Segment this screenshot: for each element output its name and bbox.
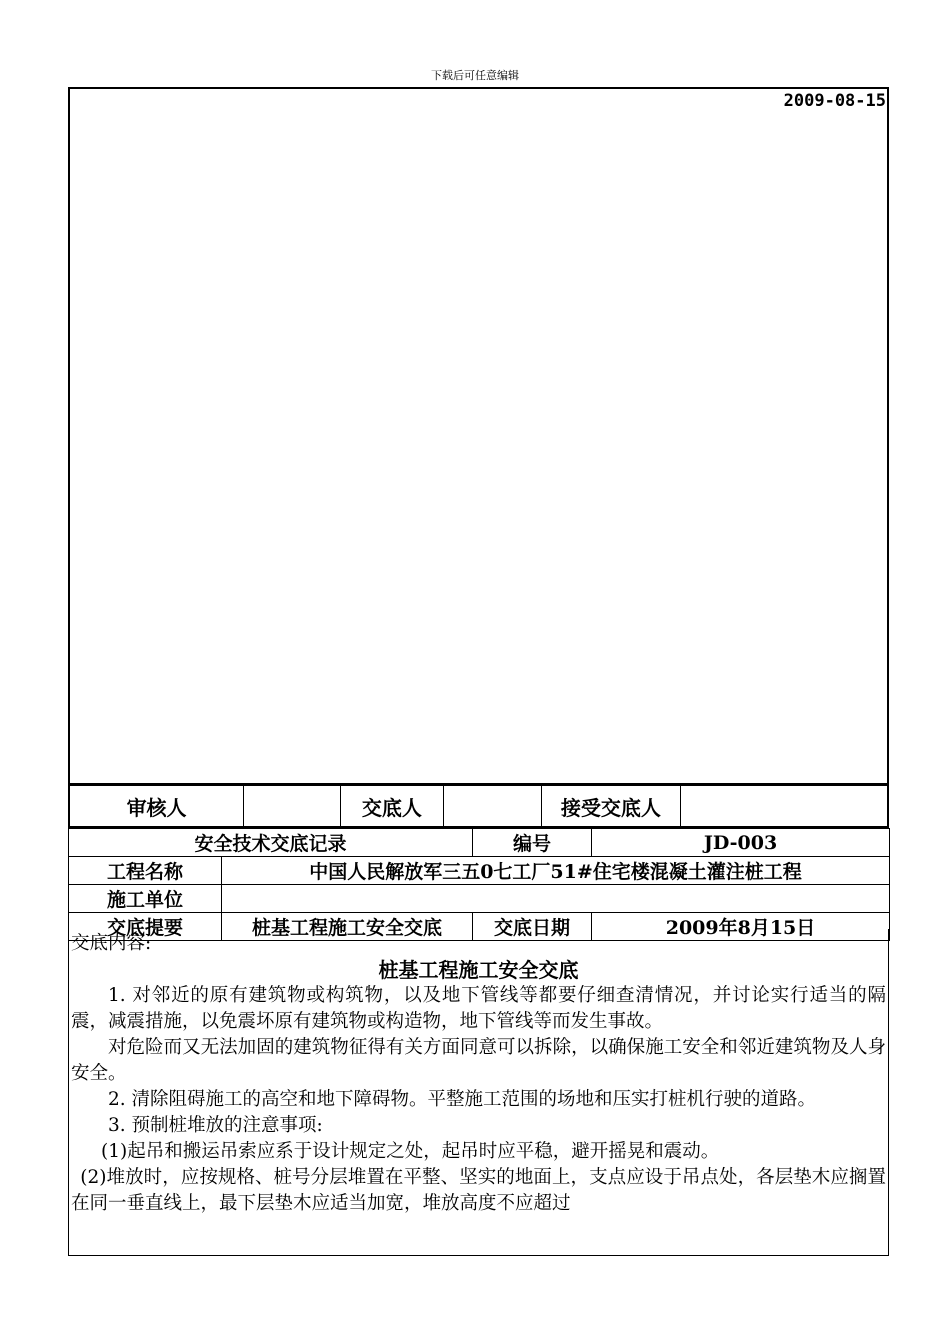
- date-label: 交底日期: [473, 913, 592, 941]
- record-table: [68, 828, 890, 941]
- number-label: 编号: [473, 829, 592, 857]
- date-value: 2009年8月15日: [592, 913, 890, 941]
- receiver-value: [681, 786, 887, 826]
- paragraph-5: (1)起吊和搬运吊索应系于设计规定之处，起吊时应平稳，避开摇晃和震动。: [101, 1141, 720, 1162]
- project-label: 工程名称: [69, 857, 222, 885]
- header-note: 下载后可任意编辑: [431, 69, 519, 82]
- frame-date: 2009-08-15: [783, 91, 886, 111]
- project-value: 中国人民解放军三五0七工厂51#住宅楼混凝土灌注桩工程: [222, 857, 890, 885]
- summary-value: 桩基工程施工安全交底: [222, 913, 473, 941]
- paragraph-4: 3. 预制桩堆放的注意事项:: [108, 1115, 323, 1136]
- unit-label: 施工单位: [69, 885, 222, 913]
- record-title: 安全技术交底记录: [69, 829, 473, 857]
- summary-label: 交底提要: [69, 913, 222, 941]
- signature-row: [68, 785, 889, 828]
- receiver-label: 接受交底人: [542, 786, 681, 826]
- content-title: 桩基工程施工安全交底: [378, 958, 579, 982]
- content-label: 交底内容:: [71, 933, 152, 954]
- paragraph-6: (2)堆放时，应按规格、桩号分层堆置在平整、坚实的地面上，支点应设于吊点处，各层垫木应搁置在同一垂直线上，最下层垫木应适当加宽，堆放高度不应超过: [71, 1167, 886, 1214]
- unit-value: [222, 885, 890, 913]
- paragraph-3: 2. 清除阻碍施工的高空和地下障碍物。平整施工范围的场地和压实打桩机行驶的道路。: [108, 1089, 817, 1110]
- drawing-frame: [68, 87, 889, 785]
- disclosure-content: [68, 929, 889, 1256]
- reviewer-value: [244, 786, 341, 826]
- discloser-value: [444, 786, 542, 826]
- number-value: JD-003: [592, 829, 890, 857]
- discloser-label: 交底人: [341, 786, 445, 826]
- paragraph-1: 1. 对邻近的原有建筑物或构筑物，以及地下管线等都要仔细查清情况，并讨论实行适当的隔震，减震措施，以免震坏原有建筑物或构造物，地下管线等而发生事故。: [71, 985, 886, 1032]
- reviewer-label: 审核人: [70, 786, 244, 826]
- paragraph-2: 对危险而又无法加固的建筑物征得有关方面同意可以拆除，以确保施工安全和邻近建筑物及人身安全。: [71, 1037, 886, 1084]
